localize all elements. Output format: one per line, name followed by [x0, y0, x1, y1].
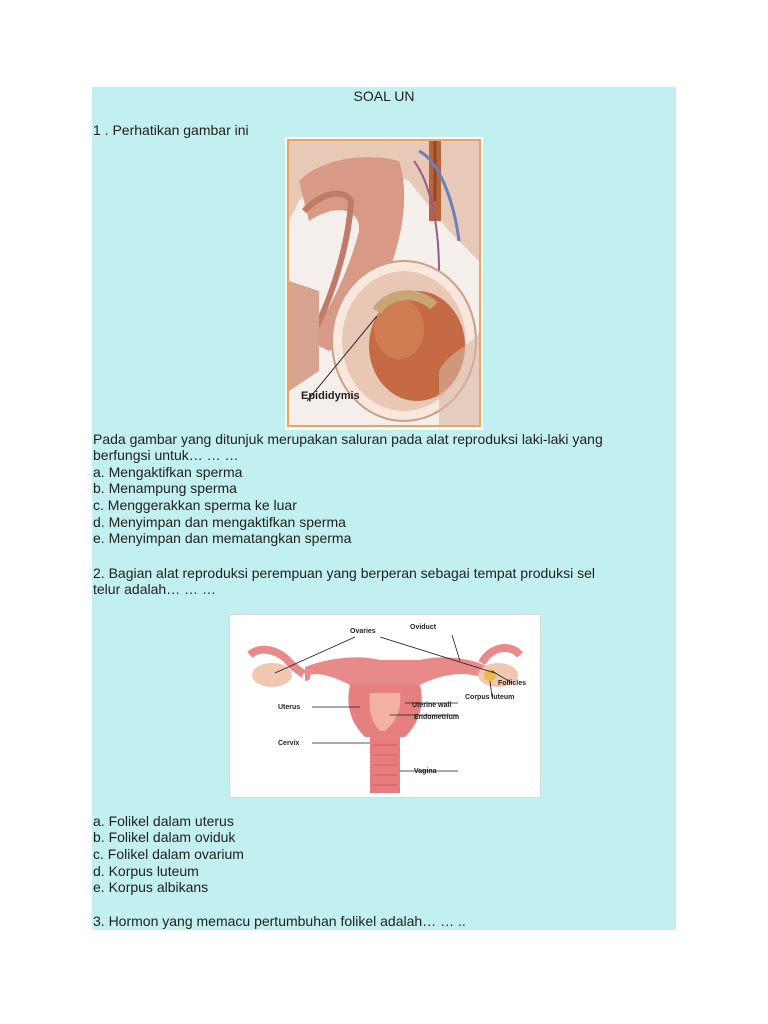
question-1-text-line1: Pada gambar yang ditunjuk merupakan saluran pada alat reproduksi laki-laki yang [93, 431, 603, 447]
q1-option-c: c. Menggerakkan sperma ke luar [93, 497, 297, 513]
uterine-wall-label: Uterine wall [412, 702, 452, 709]
q2-option-b: b. Folikel dalam oviduk [93, 829, 236, 845]
question-1-prompt: 1 . Perhatikan gambar ini [93, 122, 249, 138]
q1-option-d: d. Menyimpan dan mengaktifkan sperma [93, 514, 346, 530]
question-3-text: 3. Hormon yang memacu pertumbuhan folikel adalah… … .. [93, 913, 466, 929]
q2-option-c: c. Folikel dalam ovarium [93, 846, 244, 862]
epididymis-figure [285, 137, 483, 430]
uterus-label: Uterus [278, 704, 301, 711]
question-1-text-line2: berfungsi untuk… … … [93, 447, 239, 463]
cervix-label: Cervix [278, 740, 300, 747]
oviduct-label: Oviduct [410, 624, 437, 631]
question-2-text-line1: 2. Bagian alat reproduksi perempuan yang berperan sebagai tempat produksi sel [93, 565, 595, 581]
q1-option-b: b. Menampung sperma [93, 480, 237, 496]
q2-option-a: a. Folikel dalam uterus [93, 813, 234, 829]
vagina-label: Vagina [414, 768, 437, 775]
follicles-label: Follicles [498, 680, 527, 687]
epididymis-label: Epididymis [301, 390, 360, 402]
corpus-luteum-label: Corpus luteum [465, 694, 515, 701]
q2-option-d: d. Korpus luteum [93, 863, 199, 879]
male-anatomy-illustration [289, 141, 479, 425]
q2-option-e: e. Korpus albikans [93, 879, 209, 895]
document-page [92, 87, 676, 930]
female-reproductive-figure [229, 614, 541, 798]
female-anatomy-illustration [230, 615, 540, 797]
question-2-text-line2: telur adalah… … … [93, 581, 216, 597]
q1-option-e: e. Menyimpan dan mematangkan sperma [93, 530, 352, 546]
ovaries-label: Ovaries [350, 628, 376, 635]
endometrium-label: Endometrium [414, 714, 460, 721]
page-title: SOAL UN [353, 88, 415, 104]
q1-option-a: a. Mengaktifkan sperma [93, 464, 243, 480]
